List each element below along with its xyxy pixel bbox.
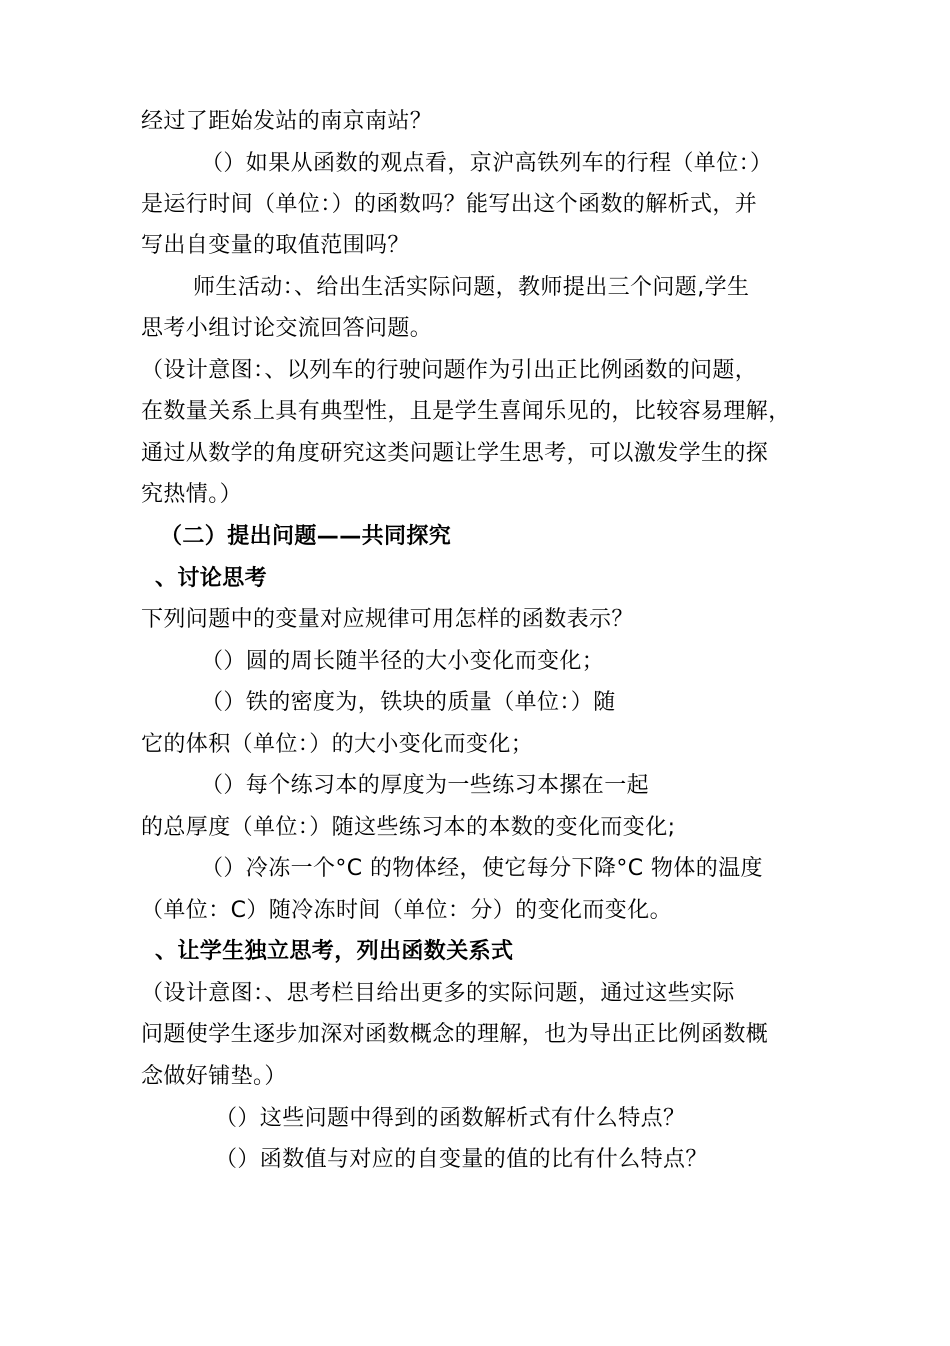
subsection-heading: 、让学生独立思考，列出函数关系式	[155, 939, 514, 964]
section-heading: （二）提出问题——共同探究	[160, 524, 452, 549]
text-line: 师生活动：、给出生活实际问题，教师提出三个问题,学生	[193, 275, 750, 300]
list-item: （）每个练习本的厚度为一些练习本摞在一起	[201, 773, 650, 798]
design-intent-paragraph: （设计意图：、思考栏目给出更多的实际问题，通过这些实际	[141, 981, 735, 1006]
question-item: （）函数值与对应的自变量的值的比有什么特点？	[215, 1147, 708, 1172]
text-line: 下列问题中的变量对应规律可用怎样的函数表示？	[141, 607, 634, 632]
text-line: 写出自变量的取值范围吗？	[141, 233, 410, 258]
text-line: 在数量关系上具有典型性，且是学生喜闻乐见的，比较容易理解，	[141, 399, 791, 424]
text-line: 究热情。）	[141, 482, 243, 507]
list-item: （）冷冻一个°C 的物体经，使它每分下降°C 物体的温度	[201, 856, 763, 881]
text-line: 经过了距始发站的南京南站？	[141, 109, 433, 134]
question-item: （）这些问题中得到的函数解析式有什么特点？	[215, 1106, 686, 1131]
text-line: 它的体积（单位：）的大小变化而变化；	[141, 732, 534, 757]
design-intent-paragraph: （设计意图：、以列车的行驶问题作为引出正比例函数的问题，	[141, 358, 758, 383]
list-item: （）圆的周长随半径的大小变化而变化；	[201, 649, 605, 674]
text-line: （单位：C）随冷冻时间（单位：分）的变化而变化。	[141, 898, 672, 923]
text-line: 思考小组讨论交流回答问题。	[141, 316, 433, 341]
list-item: （）铁的密度为，铁块的质量（单位：）随	[201, 690, 616, 715]
subsection-heading: 、讨论思考	[155, 566, 268, 591]
text-line: 的总厚度（单位：）随这些练习本的本数的变化而变化;	[141, 815, 676, 840]
text-line: 问题使学生逐步加深对函数概念的理解，也为导出正比例函数概	[141, 1022, 769, 1047]
text-line: （）如果从函数的观点看，京沪高铁列车的行程（单位：）	[201, 151, 773, 176]
text-line: 念做好铺垫。）	[141, 1064, 287, 1089]
text-line: 通过从数学的角度研究这类问题让学生思考，可以激发学生的探	[141, 441, 769, 466]
text-line: 是运行时间（单位：）的函数吗？能写出这个函数的解析式，并	[141, 192, 758, 217]
